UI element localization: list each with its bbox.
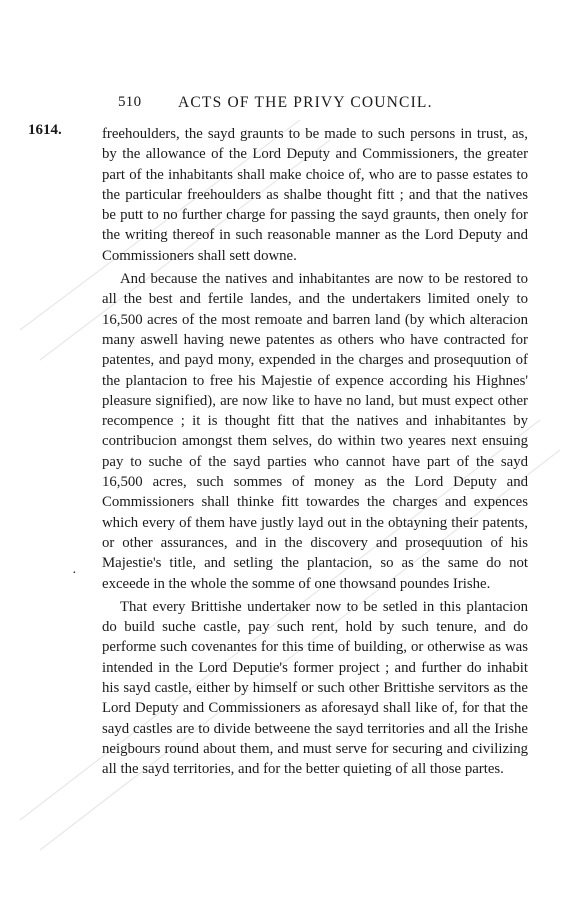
running-title: ACTS OF THE PRIVY COUNCIL. xyxy=(178,94,433,111)
paragraph-2: And because the natives and inhabitantes are now to be restored to all the best and fertile landes, and the undertakers limited onely to 16,500 acres of the most remoate and barren land (by which alteracion many aswell having newe patentes as others who have contracted for patentes, and payd mony, expended in the charges and prosequution of the plantacion to free his Majestie of expence according his Highnes' pleasure signified), are now like to have no land, but must expect other recompence ; it is thought fitt that the natives and inhabitantes by contribucion amongst them selves, do within two yeares next ensuing pay to suche of the sayd parties who cannot have part of the sayd 16,500 acres, such sommes of money as the Lord Deputy and Commissioners shall thinke fitt towardes the charges and expences which every of them have justly layd out in the obtayning their patents, or other assurances, and in the discovery and prosequution of his Majestie's title, and setling the plantacion, so as the same do not exceede in the whole the somme of one thowsand poundes Irishe. xyxy=(102,271,528,592)
body-text xyxy=(102,124,528,780)
page-number: 510 xyxy=(118,94,142,110)
paragraph-3: That every Brittishe undertaker now to be setled in this plantacion do build suche castle, pay such rent, hold by such tenure, and do performe such covenantes for this time of building, or otherwise as was intended in the Lord Deputie's former project ; and further do inhabit his sayd castle, either by himself or such other Brittishe servitors as the Lord Deputy and Commissioners as aforesayd shall like of, for that the sayd castles are to divide betweene the sayd territories and all the Irishe neigbours round about them, and must serve for securing and civilizing all the sayd territories, and for the better quieting of all those partes. xyxy=(102,598,528,778)
margin-year: 1614. xyxy=(28,122,62,138)
paragraph-1: freehoulders, the sayd graunts to be made to such persons in trust, as, by the allowance of the Lord Deputy and Commissioners, the greater part of the inhabitants shall make choice of, who are to passe estates to the particular freehoulders as shalbe thought fitt ; and that the natives be putt to no further charge for passing the sayd graunts, then onely for the writing thereof in such reasonable manner as the Lord Deputy and Commissioners shall sett downe. xyxy=(102,126,528,264)
page-header xyxy=(0,94,567,118)
margin-mark: · xyxy=(72,566,77,581)
